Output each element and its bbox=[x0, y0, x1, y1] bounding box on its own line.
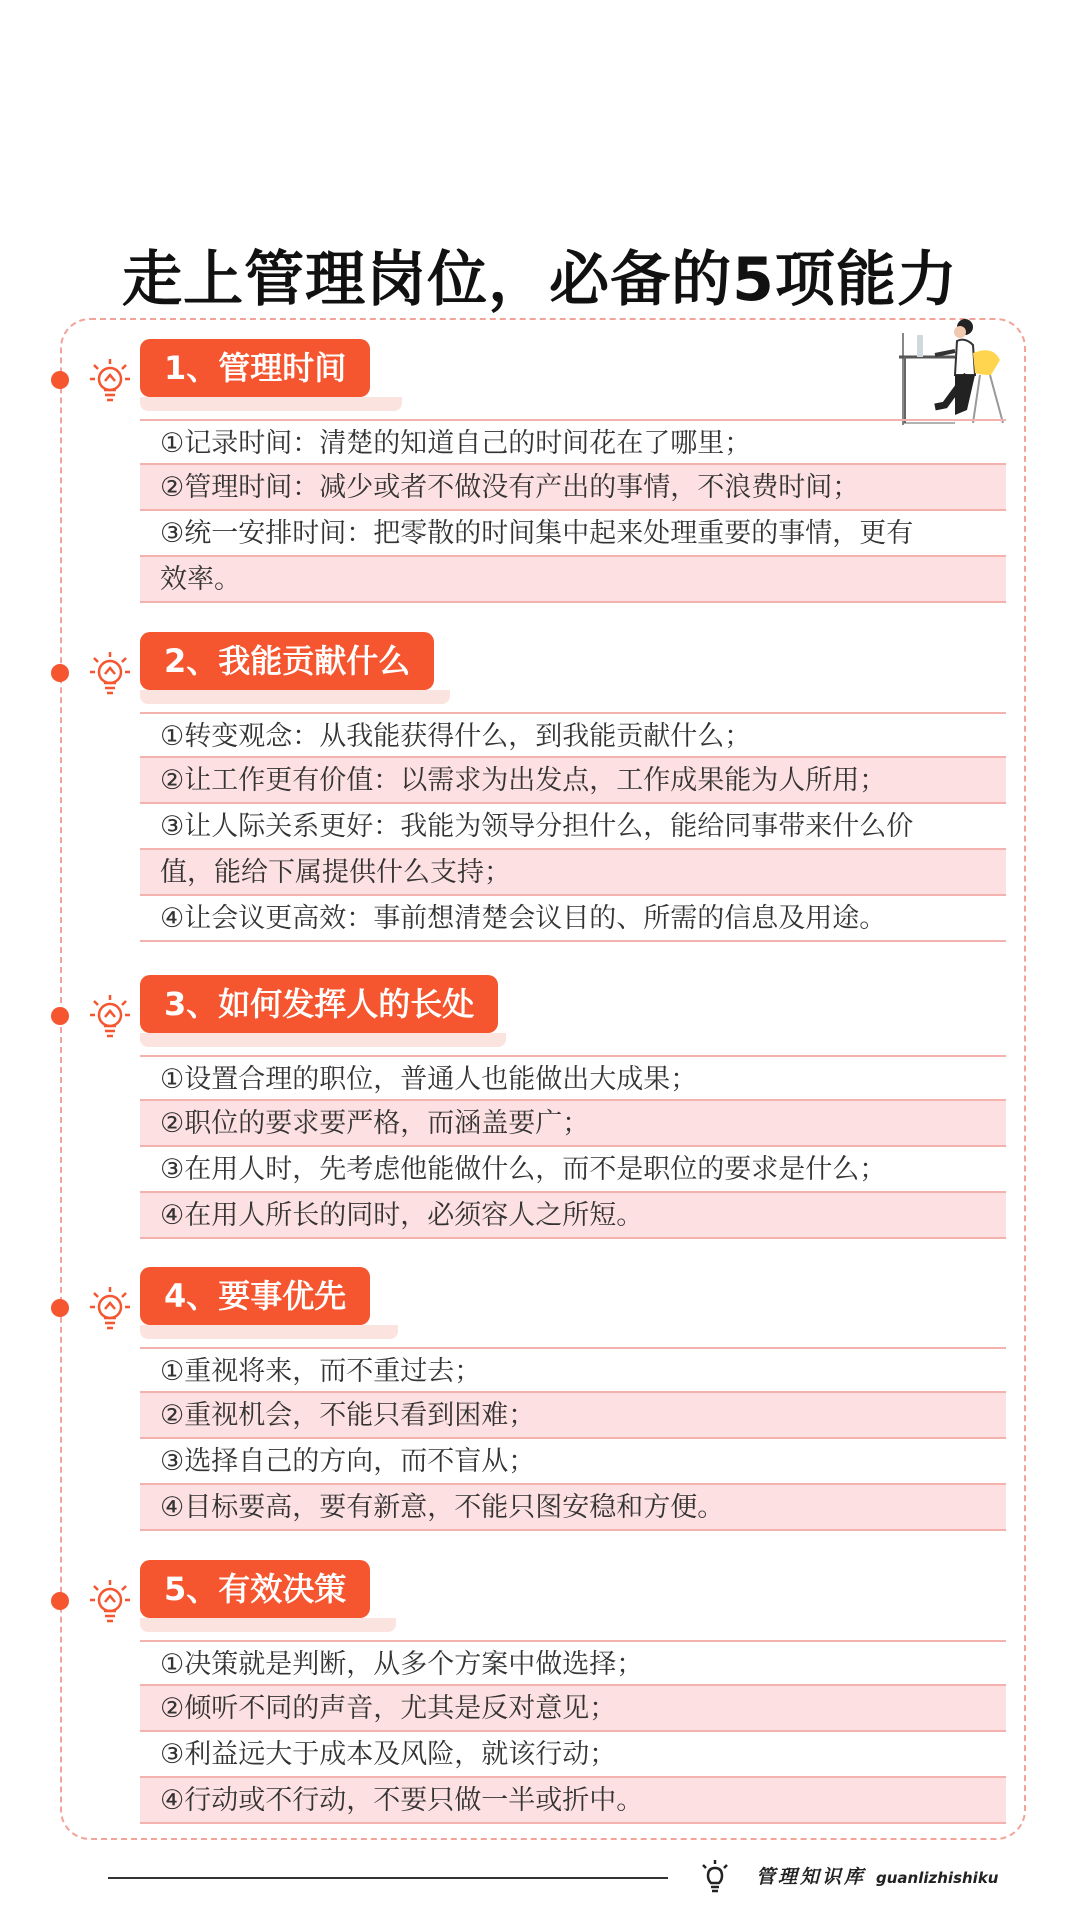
lightbulb-icon bbox=[90, 650, 130, 698]
list-item: ①记录时间：清楚的知道自己的时间花在了哪里； bbox=[140, 419, 1006, 465]
section-items bbox=[140, 1640, 1006, 1824]
list-item: 值，能给下属提供什么支持； bbox=[140, 850, 1006, 896]
brand-name-en: guanlizhishiku bbox=[876, 1869, 999, 1887]
timeline-dot bbox=[51, 1007, 69, 1025]
list-item: ②让工作更有价值：以需求为出发点，工作成果能为人所用； bbox=[140, 758, 1006, 804]
section-heading: 3、如何发挥人的长处 bbox=[140, 975, 498, 1033]
heading-shadow bbox=[140, 397, 402, 411]
list-item: ②重视机会，不能只看到困难； bbox=[140, 1393, 1006, 1439]
section-heading: 4、要事优先 bbox=[140, 1267, 370, 1325]
lightbulb-icon bbox=[90, 1578, 130, 1626]
heading-shadow bbox=[140, 690, 450, 704]
list-item: ③选择自己的方向，而不盲从； bbox=[140, 1439, 1006, 1485]
list-item: ①决策就是判断，从多个方案中做选择； bbox=[140, 1640, 1006, 1686]
lightbulb-icon bbox=[90, 993, 130, 1041]
list-item: ①重视将来，而不重过去； bbox=[140, 1347, 1006, 1393]
section-heading: 2、我能贡献什么 bbox=[140, 632, 434, 690]
section-items bbox=[140, 712, 1006, 942]
list-item: ④行动或不行动，不要只做一半或折中。 bbox=[140, 1778, 1006, 1824]
lightbulb-icon bbox=[90, 357, 130, 405]
list-item: ①设置合理的职位，普通人也能做出大成果； bbox=[140, 1055, 1006, 1101]
list-item: ④在用人所长的同时，必须容人之所短。 bbox=[140, 1193, 1006, 1239]
list-item: ④让会议更高效：事前想清楚会议目的、所需的信息及用途。 bbox=[140, 896, 1006, 942]
list-item: ①转变观念：从我能获得什么，到我能贡献什么； bbox=[140, 712, 1006, 758]
lightbulb-logo-icon bbox=[700, 1858, 730, 1894]
brand-name-cn: 管理知识库 bbox=[756, 1866, 867, 1888]
list-item: ③让人际关系更好：我能为领导分担什么，能给同事带来什么价 bbox=[140, 804, 1006, 850]
heading-shadow bbox=[140, 1325, 398, 1339]
list-item: ③在用人时，先考虑他能做什么，而不是职位的要求是什么； bbox=[140, 1147, 1006, 1193]
section-items bbox=[140, 1347, 1006, 1531]
timeline-dot bbox=[51, 664, 69, 682]
list-item: ③统一安排时间：把零散的时间集中起来处理重要的事情，更有 bbox=[140, 511, 1006, 557]
section-items bbox=[140, 419, 1006, 603]
heading-shadow bbox=[140, 1618, 396, 1632]
footer-brand bbox=[756, 1862, 998, 1889]
list-item: ②职位的要求要严格，而涵盖要广； bbox=[140, 1101, 1006, 1147]
page-title: 走上管理岗位，必备的5项能力 bbox=[122, 245, 958, 315]
lightbulb-icon bbox=[90, 1285, 130, 1333]
heading-shadow bbox=[140, 1033, 506, 1047]
timeline-dot bbox=[51, 371, 69, 389]
section-heading: 1、管理时间 bbox=[140, 339, 370, 397]
footer-divider bbox=[108, 1877, 668, 1879]
list-item: ②管理时间：减少或者不做没有产出的事情，不浪费时间； bbox=[140, 465, 1006, 511]
list-item: 效率。 bbox=[140, 557, 1006, 603]
list-item: ②倾听不同的声音，尤其是反对意见； bbox=[140, 1686, 1006, 1732]
list-item: ③利益远大于成本及风险，就该行动； bbox=[140, 1732, 1006, 1778]
woman-at-desk-illustration bbox=[895, 315, 1010, 425]
timeline-dot bbox=[51, 1592, 69, 1610]
list-item: ④目标要高，要有新意，不能只图安稳和方便。 bbox=[140, 1485, 1006, 1531]
section-heading: 5、有效决策 bbox=[140, 1560, 370, 1618]
timeline-dot bbox=[51, 1299, 69, 1317]
section-items bbox=[140, 1055, 1006, 1239]
